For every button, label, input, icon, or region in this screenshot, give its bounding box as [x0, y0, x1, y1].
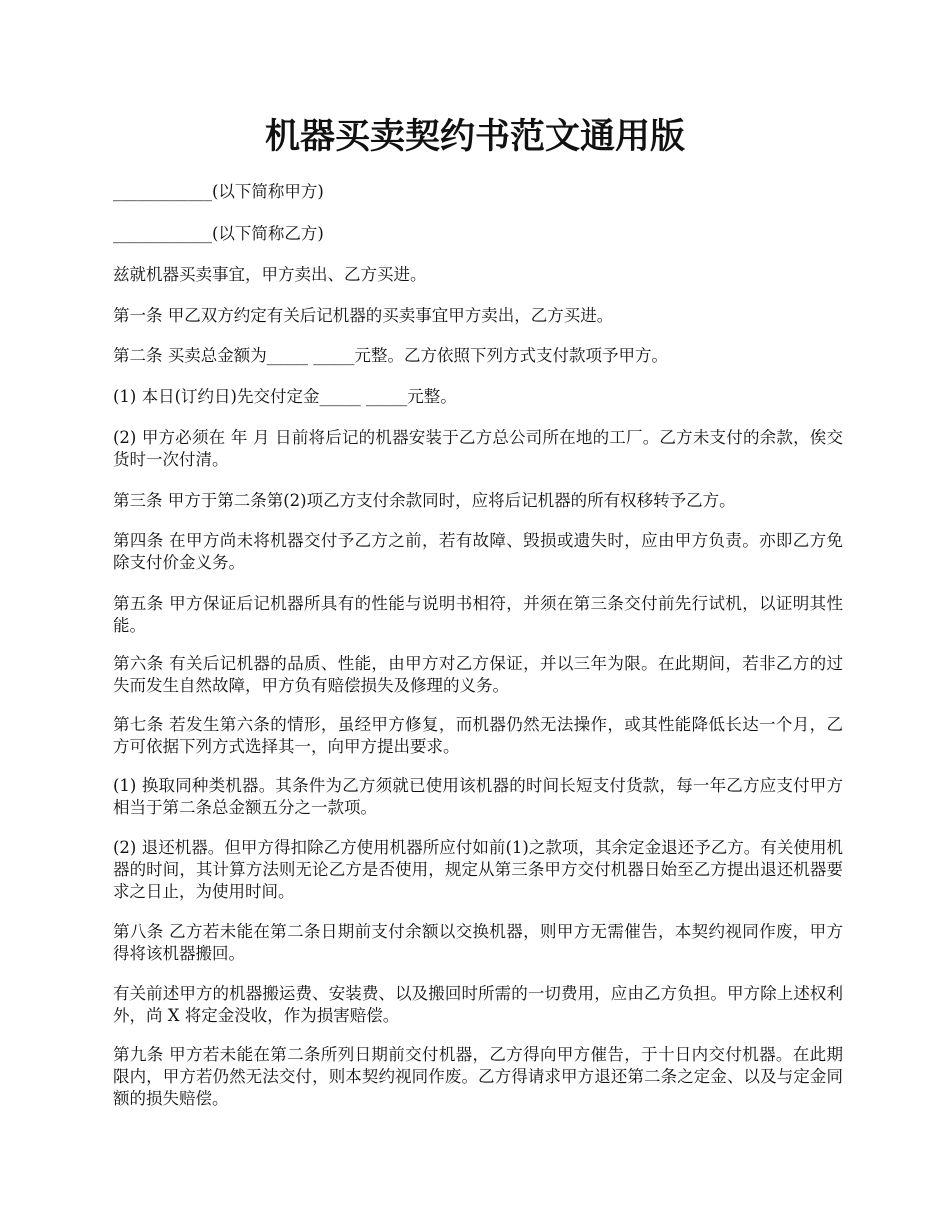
article-2-item-1: (1) 本日(订约日)先交付定金_____ _____元整。	[113, 387, 457, 406]
article-4: 第四条 在甲方尚未将机器交付予乙方之前，若有故障、毁损或遗失时，应由甲方负责。亦即乙方免除支付价金义务。	[113, 531, 843, 572]
preamble: 兹就机器买卖事宜，甲方卖出、乙方买进。	[113, 265, 427, 284]
article-3: 第三条 甲方于第二条第(2)项乙方支付余款同时，应将后记机器的所有权移转予乙方。	[113, 491, 736, 510]
article-2-item-2: (2) 甲方必须在 年 月 日前将后记的机器安装于乙方总公司所在地的工厂。乙方未支付的余款，俟交货时一次付清。	[113, 428, 843, 469]
document-title: 机器买卖契约书范文通用版	[264, 116, 685, 157]
article-1: 第一条 甲乙双方约定有关后记机器的买卖事宜甲方卖出，乙方买进。	[113, 306, 614, 325]
article-8: 第八条 乙方若未能在第二条日期前支付余额以交换机器，则甲方无需催告，本契约视同作废，甲方得将该机器搬回。	[113, 922, 843, 963]
party-b-line: ____________(以下简称乙方)	[113, 224, 324, 243]
article-9: 第九条 甲方若未能在第二条所列日期前交付机器，乙方得向甲方催告，于十日内交付机器。在此期限内，甲方若仍然无法交付，则本契约视同作废。乙方得请求甲方退还第二条之定金、以及与定金同额的损失赔偿。	[113, 1045, 843, 1108]
article-5: 第五条 甲方保证后记机器所具有的性能与说明书相符，并须在第三条交付前先行试机，以证明其性能。	[113, 594, 843, 635]
article-2: 第二条 买卖总金额为_____ _____元整。乙方依照下列方式支付款项予甲方。	[113, 346, 668, 365]
article-7-item-2: (2) 退还机器。但甲方得扣除乙方使用机器所应付如前(1)之款项，其余定金退还予乙方。有关使用机器的时间，其计算方法则无论乙方是否使用，规定从第三条甲方交付机器日始至乙方提出退还机器要求之日止，为使用时间。	[113, 838, 843, 901]
article-8-supplement: 有关前述甲方的机器搬运费、安装费、以及搬回时所需的一切费用，应由乙方负担。甲方除上述权利外，尚 X 将定金没收，作为损害赔偿。	[113, 984, 843, 1025]
article-7-item-1: (1) 换取同种类机器。其条件为乙方须就已使用该机器的时间长短支付货款，每一年乙方应支付甲方相当于第二条总金额五分之一款项。	[113, 776, 843, 817]
article-7: 第七条 若发生第六条的情形，虽经甲方修复，而机器仍然无法操作，或其性能降低长达一个月，乙方可依据下列方式选择其一，向甲方提出要求。	[113, 715, 843, 756]
article-6: 第六条 有关后记机器的品质、性能，由甲方对乙方保证，并以三年为限。在此期间，若非乙方的过失而发生自然故障，甲方负有赔偿损失及修理的义务。	[113, 654, 843, 695]
party-a-line: ____________(以下简称甲方)	[113, 182, 324, 201]
